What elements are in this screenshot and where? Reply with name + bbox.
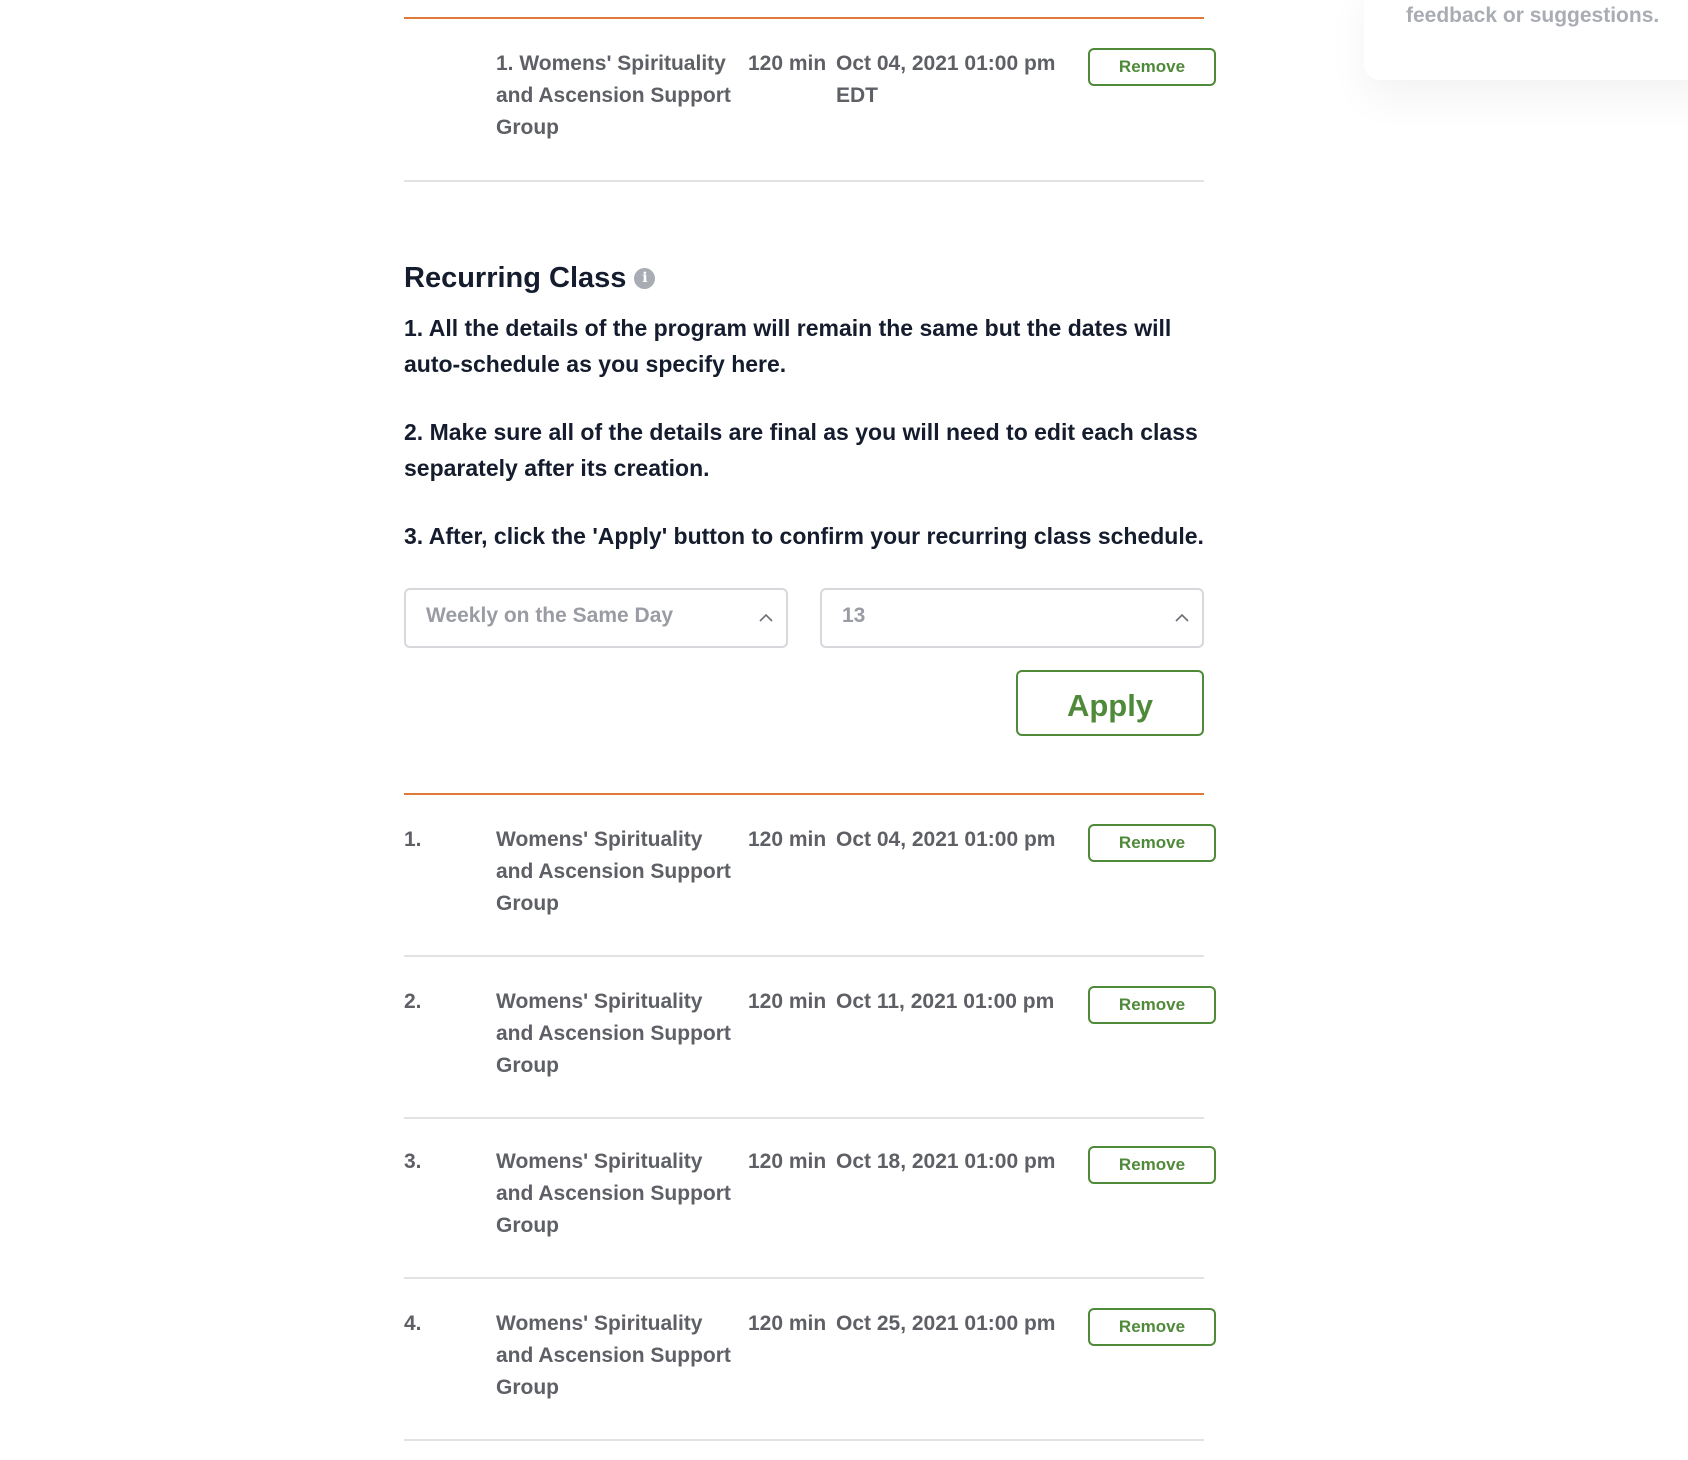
class-duration: 120 min — [748, 52, 827, 75]
recurring-class-title-text: Recurring Class — [404, 262, 627, 294]
remove-button[interactable]: Remove — [1088, 986, 1216, 1024]
frequency-select-value: Weekly on the Same Day — [426, 604, 674, 627]
chevron-up-icon — [758, 610, 774, 626]
feedback-card — [1364, 0, 1688, 80]
class-date: Oct 18, 2021 01:00 pm — [836, 1150, 1056, 1173]
instruction-2: 2. Make sure all of the details are final as you will need to edit each class separately after its creation. — [404, 419, 1198, 481]
single-class-row — [404, 48, 1204, 188]
apply-button[interactable]: Apply — [1016, 670, 1204, 736]
orange-divider — [404, 793, 1204, 795]
class-date: Oct 04, 2021 01:00 pm EDT — [836, 52, 1056, 107]
class-name: Womens' Spirituality and Ascension Support Group — [496, 828, 731, 915]
gray-divider — [404, 1277, 1204, 1279]
remove-button[interactable]: Remove — [1088, 1146, 1216, 1184]
schedule-row — [404, 1308, 1204, 1448]
class-date: Oct 25, 2021 01:00 pm — [836, 1312, 1056, 1335]
instruction-1: 1. All the details of the program will remain the same but the dates will auto-schedule as you specify here. — [404, 315, 1172, 377]
class-name: 1. Womens' Spirituality and Ascension Support Group — [496, 52, 731, 139]
chevron-up-icon — [1174, 610, 1190, 626]
schedule-row — [404, 824, 1204, 964]
orange-divider — [404, 17, 1204, 19]
feedback-text: feedback or suggestions. — [1406, 4, 1660, 27]
class-duration: 120 min — [748, 1150, 827, 1173]
row-number: 4. — [404, 1312, 422, 1335]
schedule-row — [404, 986, 1204, 1126]
row-number: 3. — [404, 1150, 422, 1173]
row-number: 2. — [404, 990, 422, 1013]
remove-button[interactable]: Remove — [1088, 824, 1216, 862]
class-duration: 120 min — [748, 828, 827, 851]
instruction-3: 3. After, click the 'Apply' button to confirm your recurring class schedule. — [404, 523, 1204, 549]
frequency-select[interactable] — [404, 588, 788, 648]
info-icon[interactable]: i — [634, 268, 655, 289]
recurring-class-title — [404, 262, 655, 295]
class-name: Womens' Spirituality and Ascension Support Group — [496, 1312, 731, 1399]
gray-divider — [404, 1117, 1204, 1119]
count-select[interactable] — [820, 588, 1204, 648]
class-duration: 120 min — [748, 990, 827, 1013]
class-name: Womens' Spirituality and Ascension Support Group — [496, 990, 731, 1077]
gray-divider — [404, 180, 1204, 182]
schedule-row — [404, 1146, 1204, 1286]
class-duration: 120 min — [748, 1312, 827, 1335]
remove-button[interactable]: Remove — [1088, 1308, 1216, 1346]
class-name: Womens' Spirituality and Ascension Support Group — [496, 1150, 731, 1237]
class-date: Oct 04, 2021 01:00 pm — [836, 828, 1056, 851]
count-select-value: 13 — [842, 604, 866, 627]
class-date: Oct 11, 2021 01:00 pm — [836, 990, 1055, 1013]
gray-divider — [404, 1439, 1204, 1441]
gray-divider — [404, 955, 1204, 957]
remove-button[interactable]: Remove — [1088, 48, 1216, 86]
row-number: 1. — [404, 828, 422, 851]
